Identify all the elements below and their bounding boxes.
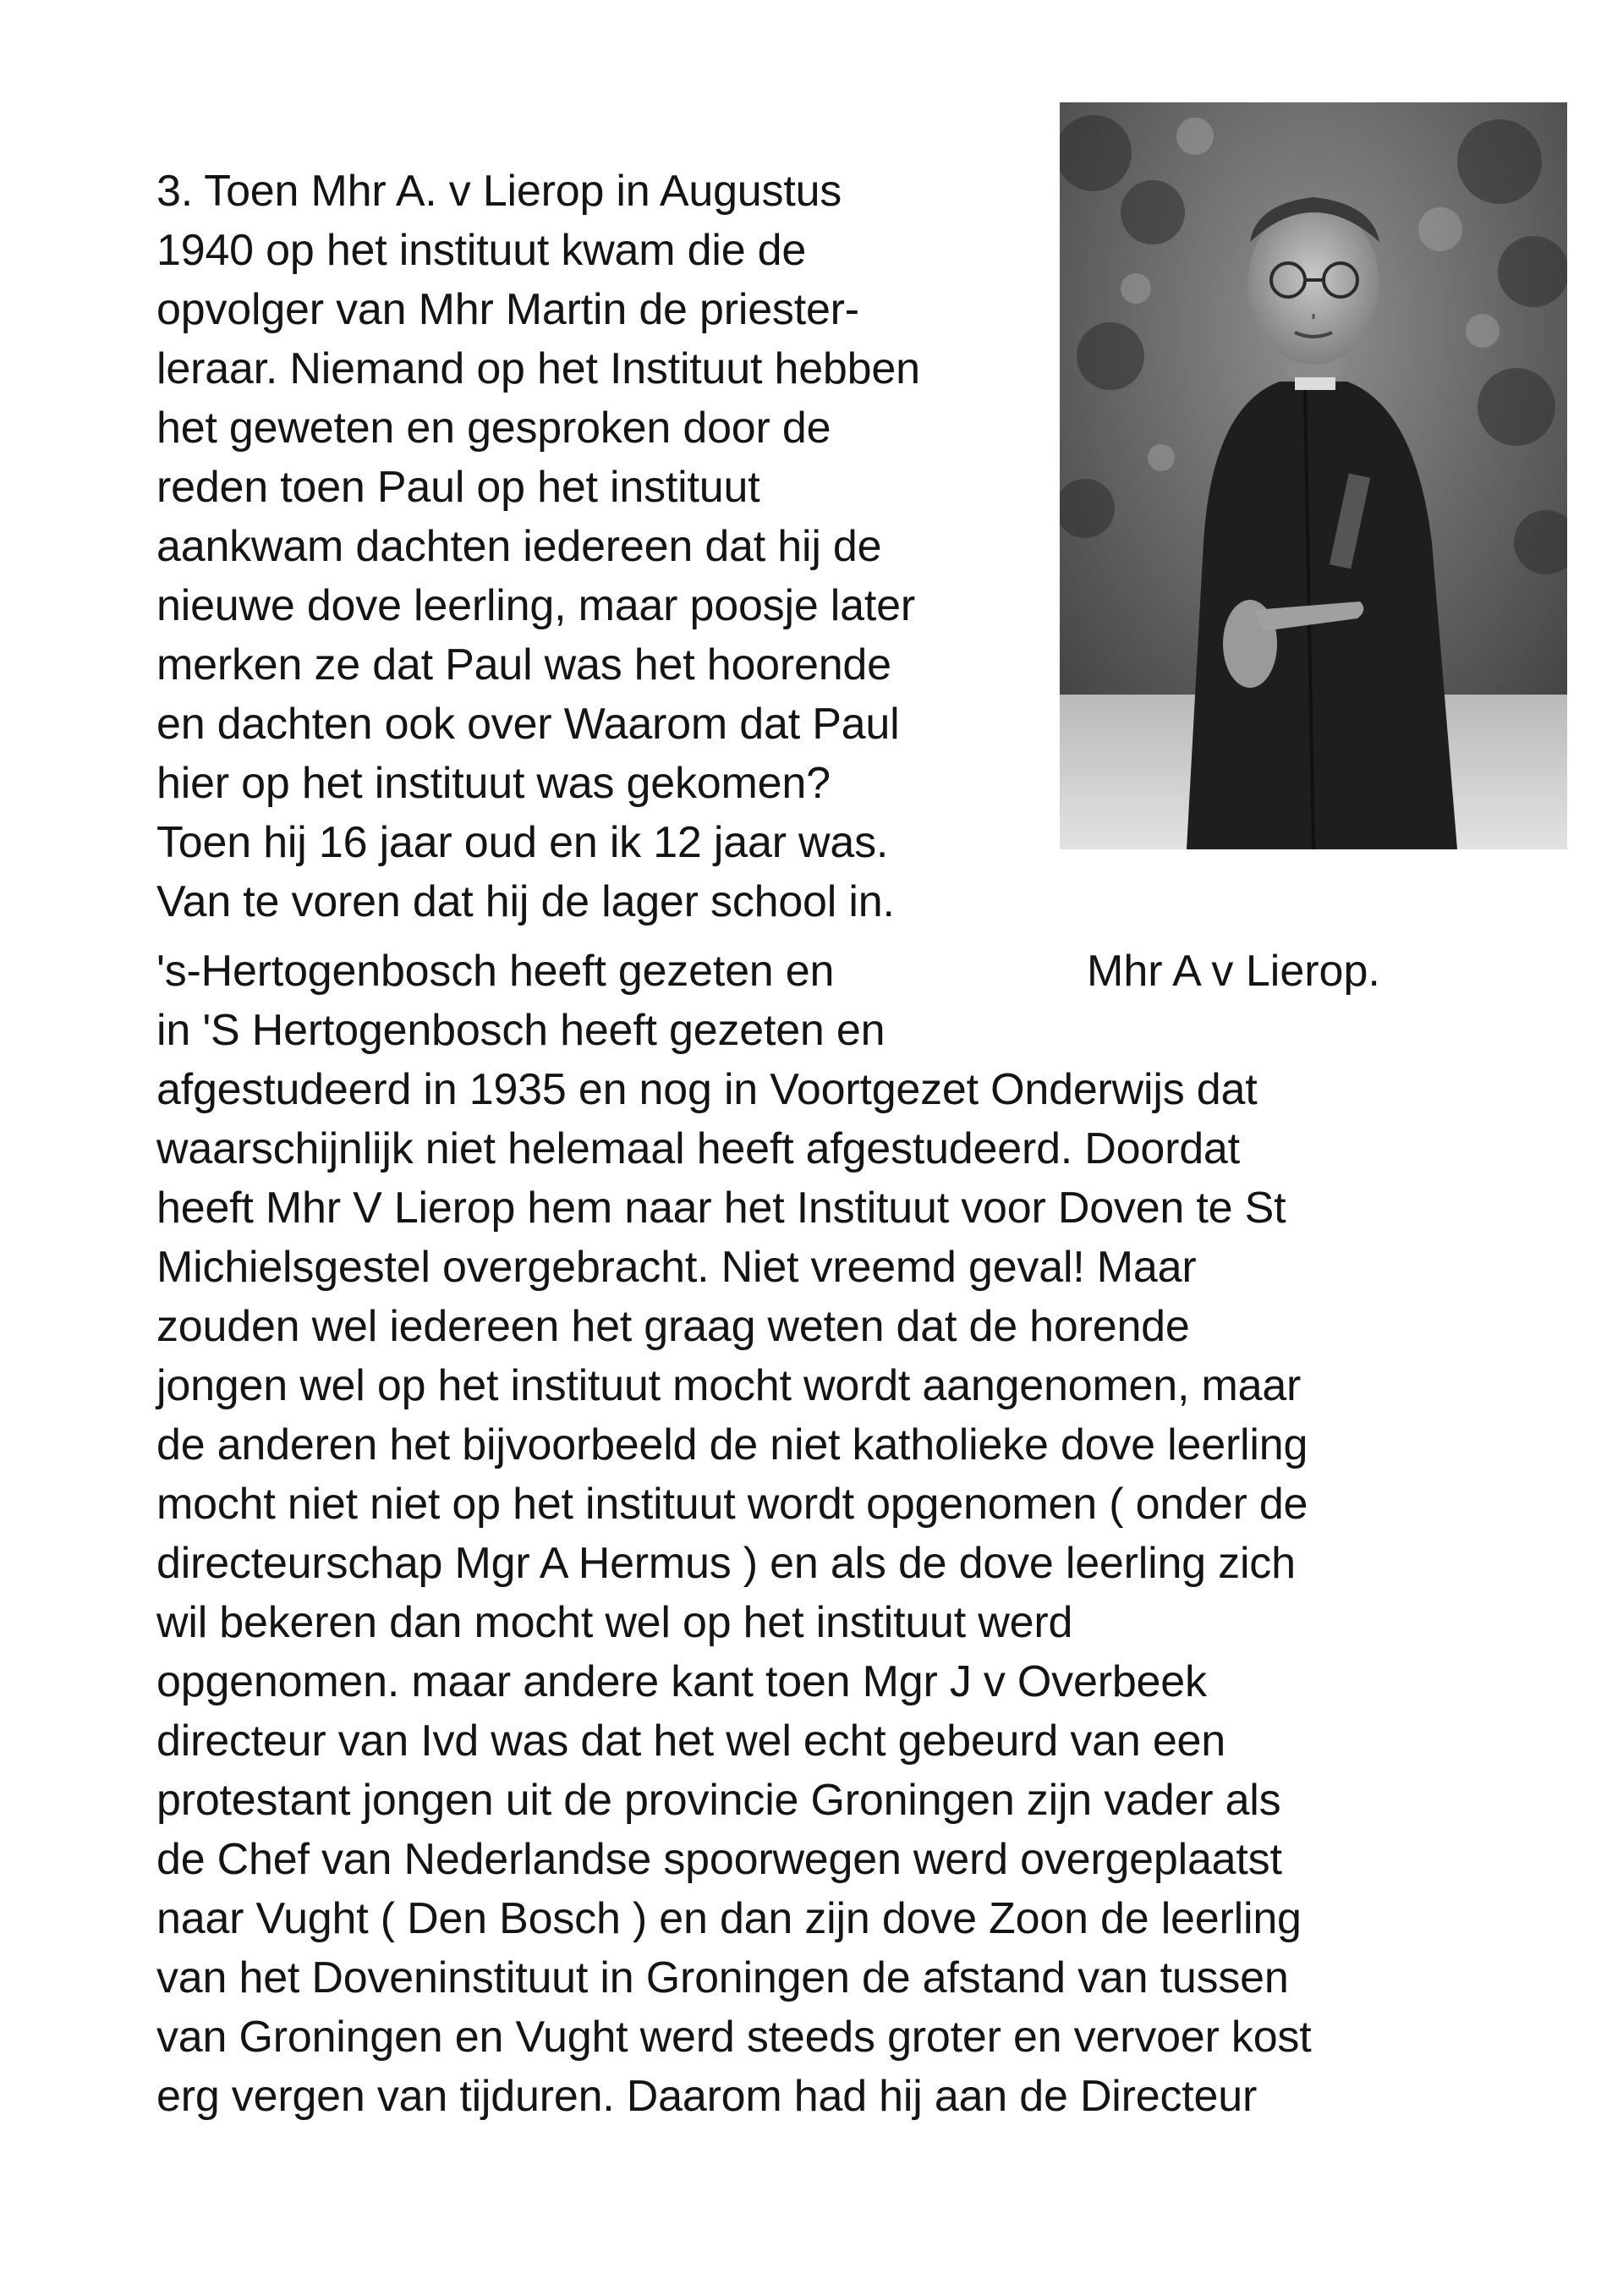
text-line: reden toen Paul op het instituut xyxy=(156,463,760,512)
text-line: van het Doveninstituut in Groningen de afstand van tussen xyxy=(156,1953,1289,2002)
text-line: Michielsgestel overgebracht. Niet vreemd geval! Maar xyxy=(156,1243,1197,1292)
text-line: merken ze dat Paul was het hoorende xyxy=(156,640,891,689)
portrait-photo xyxy=(1060,102,1567,849)
text-line: 3. Toen Mhr A. v Lierop in Augustus xyxy=(156,167,842,216)
text-line: het geweten en gesproken door de xyxy=(156,404,831,453)
text-line: hier op het instituut was gekomen? xyxy=(156,759,831,808)
text-line: zouden wel iedereen het graag weten dat de horende xyxy=(156,1302,1190,1351)
text-line: en dachten ook over Waarom dat Paul xyxy=(156,700,900,749)
text-line: nieuwe dove leerling, maar poosje later xyxy=(156,581,915,630)
text-line: jongen wel op het instituut mocht wordt aangenomen, maar xyxy=(156,1361,1302,1410)
text-line: de Chef van Nederlandse spoorwegen werd overgeplaatst xyxy=(156,1835,1282,1884)
text-line: opvolger van Mhr Martin de priester- xyxy=(156,285,859,334)
text-line: directeur van Ivd was dat het wel echt gebeurd van een xyxy=(156,1717,1225,1766)
portrait-photo-icon xyxy=(1060,102,1567,849)
text-line: naar Vught ( Den Bosch ) en dan zijn dove Zoon de leerling xyxy=(156,1894,1302,1943)
text-line: protestant jongen uit de provincie Groningen zijn vader als xyxy=(156,1776,1281,1825)
text-line: mocht niet niet op het instituut wordt opgenomen ( onder de xyxy=(156,1480,1308,1529)
text-line: leraar. Niemand op het Instituut hebben xyxy=(156,344,920,393)
text-line: Van te voren dat hij de lager school in. xyxy=(156,877,895,926)
text-line: Toen hij 16 jaar oud en ik 12 jaar was. xyxy=(156,818,889,867)
text-line: 1940 op het instituut kwam die de xyxy=(156,226,807,275)
text-line: heeft Mhr V Lierop hem naar het Instituut voor Doven te St xyxy=(156,1184,1286,1233)
text-line: opgenomen. maar andere kant toen Mgr J v Overbeek xyxy=(156,1657,1207,1706)
text-line: van Groningen en Vught werd steeds groter en vervoer kost xyxy=(156,2013,1312,2062)
text-line: wil bekeren dan mocht wel op het instituut werd xyxy=(156,1598,1073,1647)
text-line: 's-Hertogenbosch heeft gezeten en xyxy=(156,947,835,996)
text-line: waarschijnlijk niet helemaal heeft afgestudeerd. Doordat xyxy=(156,1124,1240,1173)
text-line: aankwam dachten iedereen dat hij de xyxy=(156,522,882,571)
text-line: afgestudeerd in 1935 en nog in Voortgezet Onderwijs dat xyxy=(156,1065,1258,1114)
text-line: de anderen het bijvoorbeeld de niet katholieke dove leerling xyxy=(156,1420,1308,1469)
text-line: directeurschap Mgr A Hermus ) en als de dove leerling zich xyxy=(156,1539,1296,1588)
text-line: in 'S Hertogenbosch heeft gezeten en xyxy=(156,1006,886,1055)
text-line: erg vergen van tijduren. Daarom had hij aan de Directeur xyxy=(156,2072,1258,2121)
photo-caption: Mhr A v Lierop. xyxy=(1087,947,1380,996)
